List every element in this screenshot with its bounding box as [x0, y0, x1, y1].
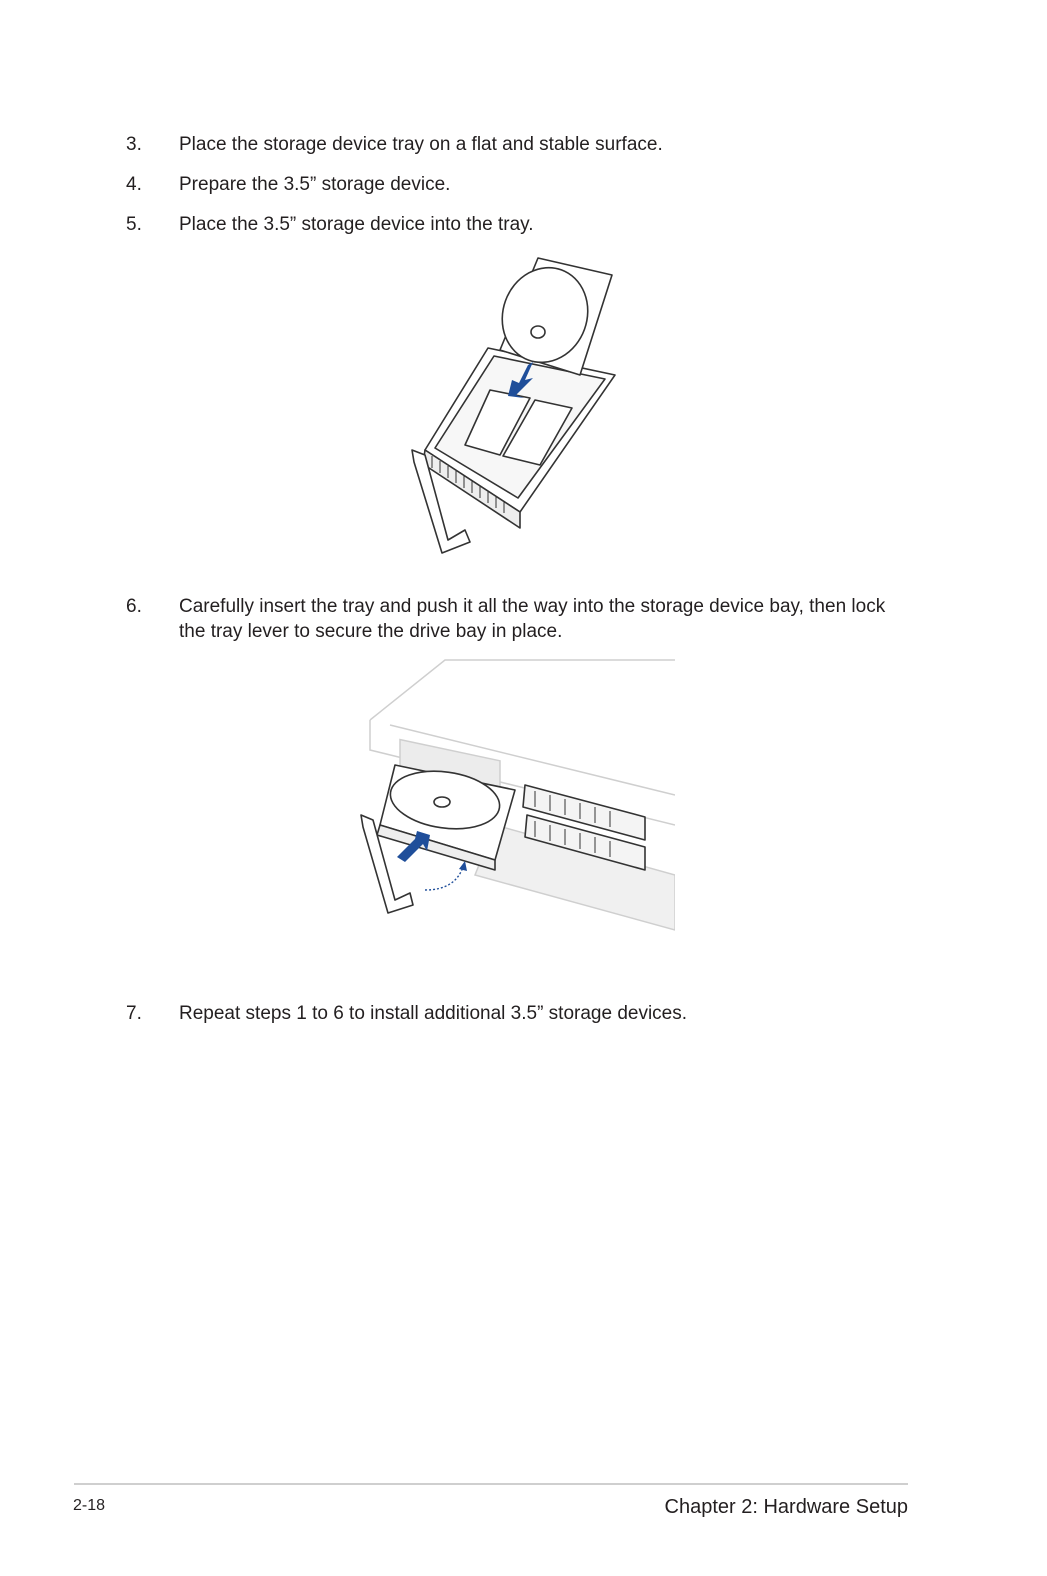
step-number: 6.: [126, 596, 142, 617]
chapter-title: Chapter 2: Hardware Setup: [664, 1496, 908, 1518]
step-text: Place the storage device tray on a flat and stable surface.: [179, 134, 663, 155]
step-text: Repeat steps 1 to 6 to install additional 3.5” storage devices.: [179, 1003, 688, 1024]
footer-divider: [74, 1483, 908, 1485]
step-text: Place the 3.5” storage device into the tray.: [179, 214, 534, 235]
lever-rotate-arrow-icon: [425, 867, 463, 890]
step-text: Prepare the 3.5” storage device.: [179, 174, 451, 195]
step-number: 7.: [126, 1003, 142, 1024]
step-text: Carefully insert the tray and push it all the way into the storage device bay, then lock: [179, 596, 886, 617]
tray-into-bay-illustration: [355, 655, 675, 940]
step-number: 3.: [126, 134, 142, 155]
step-number: 5.: [126, 214, 142, 235]
step-number: 4.: [126, 174, 142, 195]
drive-into-tray-illustration: [390, 250, 630, 560]
page-number: 2-18: [73, 1497, 106, 1514]
step-text-line-2: the tray lever to secure the drive bay in place.: [179, 621, 563, 642]
